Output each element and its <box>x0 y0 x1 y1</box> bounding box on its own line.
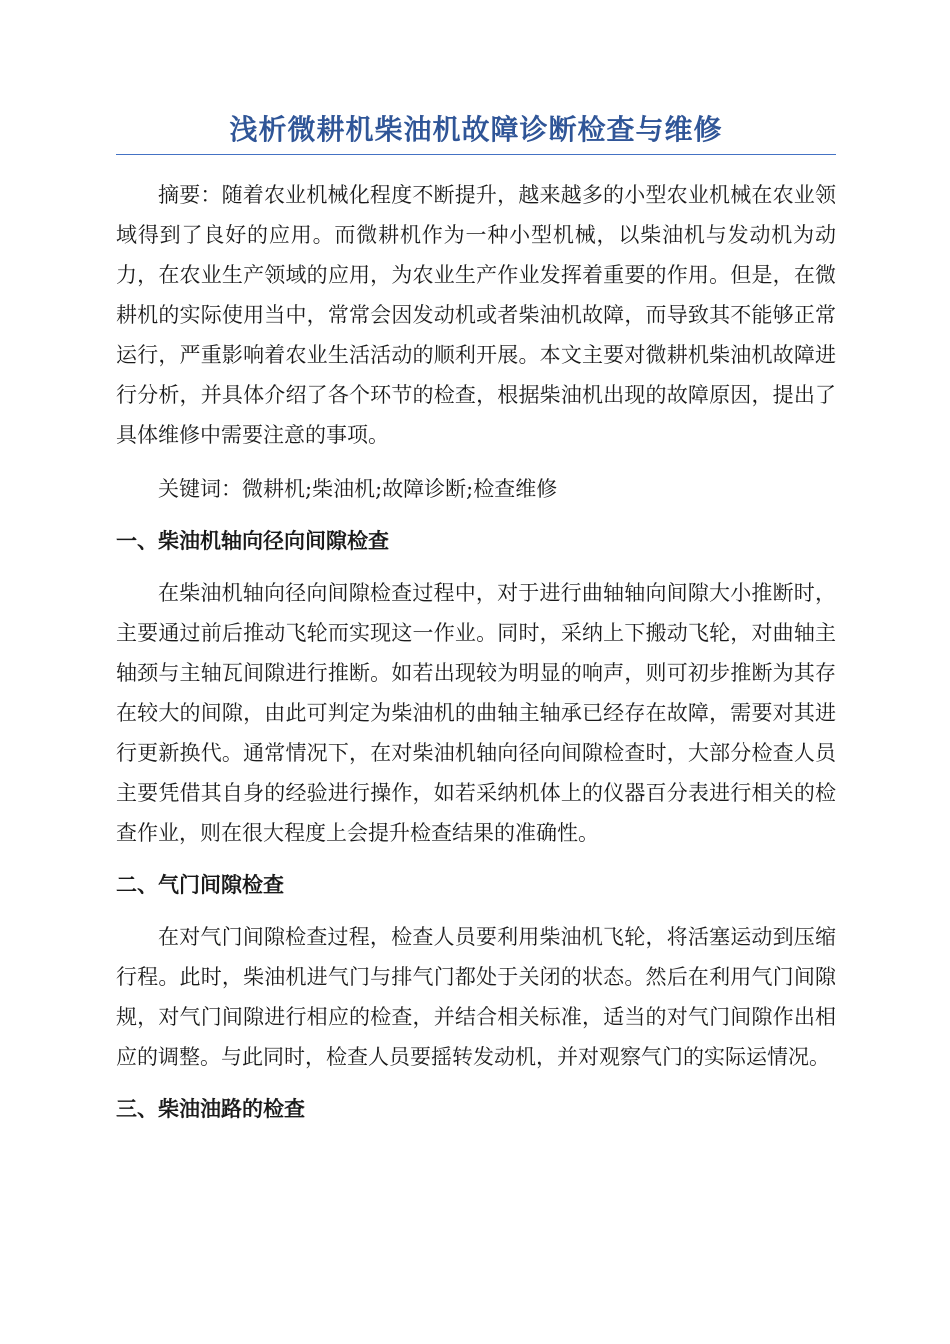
section-heading-1: 一、柴油机轴向径向间隙检查 <box>116 529 389 553</box>
keywords-paragraph: 关键词：微耕机;柴油机;故障诊断;检查维修 <box>158 477 558 501</box>
section-body-2: 在对气门间隙检查过程，检查人员要利用柴油机飞轮，将活塞运动到压缩行程。此时，柴油机进气门与排气门都处于关闭的状态。然后在利用气门间隙规，对气门间隙进行相应的检查，并结合相关标准，适当的对气门间隙作出相应的调整。与此同时，检查人员要摇转发动机，并对观察气门的实际运情况。 <box>116 925 836 1069</box>
section-heading-3: 三、柴油油路的检查 <box>116 1097 305 1121</box>
document-title: 浅析微耕机柴油机故障诊断检查与维修 <box>116 108 836 155</box>
abstract-paragraph: 摘要：随着农业机械化程度不断提升，越来越多的小型农业机械在农业领域得到了良好的应用。而微耕机作为一种小型机械，以柴油机与发动机为动力，在农业生产领域的应用，为农业生产作业发挥着重要的作用。但是，在微耕机的实际使用当中，常常会因发动机或者柴油机故障，而导致其不能够正常运行，严重影响着农业生活活动的顺利开展。本文主要对微耕机柴油机故障进行分析，并具体介绍了各个环节的检查，根据柴油机出现的故障原因，提出了具体维修中需要注意的事项。 <box>116 183 836 447</box>
section-body-1: 在柴油机轴向径向间隙检查过程中，对于进行曲轴轴向间隙大小推断时，主要通过前后推动飞轮而实现这一作业。同时，采纳上下搬动飞轮，对曲轴主轴颈与主轴瓦间隙进行推断。如若出现较为明显的响声，则可初步推断为其存在较大的间隙，由此可判定为柴油机的曲轴主轴承已经存在故障，需要对其进行更新换代。通常情况下，在对柴油机轴向径向间隙检查时，大部分检查人员主要凭借其自身的经验进行操作，如若采纳机体上的仪器百分表进行相关的检查作业，则在很大程度上会提升检查结果的准确性。 <box>116 581 836 845</box>
section-heading-2: 二、气门间隙检查 <box>116 873 284 897</box>
document-page <box>116 108 836 1141</box>
